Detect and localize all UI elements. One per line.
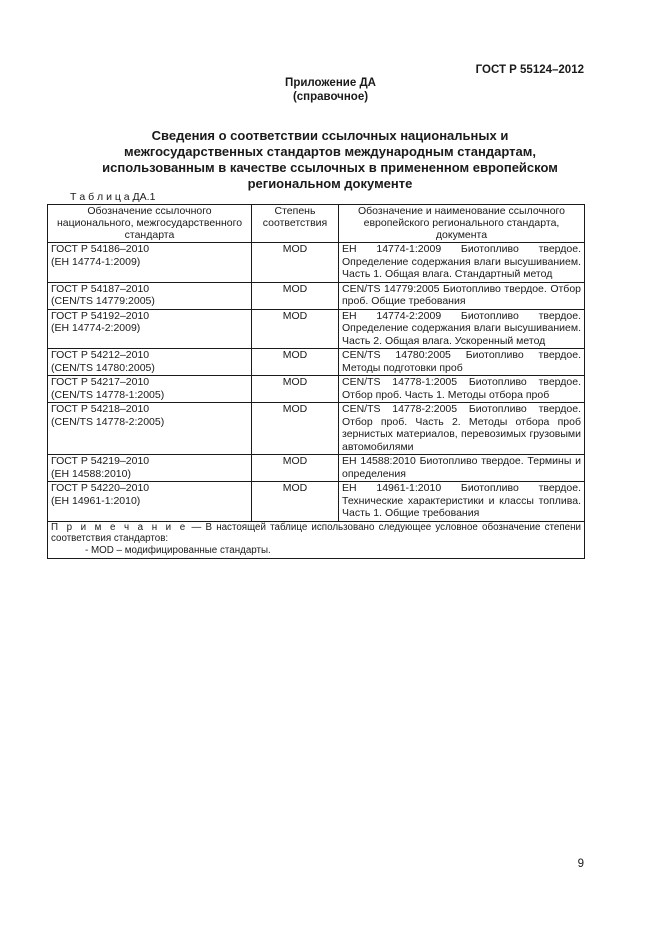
table-row: [48, 403, 585, 455]
table-note-row: [48, 521, 585, 559]
table-row: [48, 376, 585, 403]
standard-designation: ГОСТ Р 54187–2010: [51, 282, 150, 295]
standard-designation: ГОСТ Р 54219–2010: [51, 455, 150, 467]
degree-cell: MOD: [252, 376, 339, 403]
appendix-title: Приложение ДА: [285, 77, 376, 89]
table-row: [48, 349, 585, 376]
title-line: региональном документе: [247, 176, 413, 191]
section-title: [60, 128, 600, 192]
standard-equivalent: (ЕН 14961-1:2010): [51, 494, 141, 507]
standard-designation: ГОСТ Р 54217–2010: [51, 376, 150, 388]
title-line: использованным в качестве ссылочных в примененном европейском: [102, 160, 558, 175]
european-standard-cell: ЕН 14961-1:2010 Биотопливо твердое. Технические характеристики и классы топлива. Часть 1. Общие требования: [339, 482, 585, 522]
national-standard-cell: [48, 403, 252, 455]
table-row: [48, 309, 585, 349]
header-european-standard: Обозначение и наименование ссылочного европейского регионального стандарта, документа: [339, 205, 585, 243]
national-standard-cell: [48, 243, 252, 283]
european-standard-cell: CEN/TS 14779:2005 Биотопливо твердое. Отбор проб. Общие требования: [339, 282, 585, 309]
note-label: П р и м е ч а н и е: [51, 521, 188, 533]
degree-cell: MOD: [252, 282, 339, 309]
appendix-heading: [0, 76, 661, 104]
standard-equivalent: (CEN/TS 14778-1:2005): [51, 388, 165, 401]
degree-cell: MOD: [252, 403, 339, 455]
document-code: ГОСТ Р 55124–2012: [475, 64, 584, 76]
degree-cell: MOD: [252, 243, 339, 283]
table-header-row: [48, 205, 585, 243]
standard-designation: ГОСТ Р 54192–2010: [51, 309, 150, 322]
table-row: [48, 455, 585, 482]
standard-equivalent: (ЕН 14588:2010): [51, 467, 131, 480]
degree-cell: MOD: [252, 309, 339, 349]
national-standard-cell: [48, 282, 252, 309]
european-standard-cell: CEN/TS 14780:2005 Биотопливо твердое. Методы подготовки проб: [339, 349, 585, 376]
table-note: [48, 521, 585, 559]
degree-cell: MOD: [252, 455, 339, 482]
european-standard-cell: ЕН 14774-2:2009 Биотопливо твердое. Определение содержания влаги высушиванием. Часть 2. Общая влага. Ускоренный метод: [339, 309, 585, 349]
european-standard-cell: ЕН 14588:2010 Биотопливо твердое. Термины и определения: [339, 455, 585, 482]
standard-designation: ГОСТ Р 54218–2010: [51, 403, 150, 415]
table-row: [48, 482, 585, 522]
standard-equivalent: (ЕН 14774-1:2009): [51, 255, 141, 268]
standard-equivalent: (CEN/TS 14778-2:2005): [51, 415, 165, 428]
header-degree: Степень соответствия: [252, 205, 339, 243]
national-standard-cell: [48, 482, 252, 522]
european-standard-cell: CEN/TS 14778-2:2005 Биотопливо твердое. Отбор проб. Часть 2. Методы отбора проб зернистых материалов, перевозимых грузовыми автомобилями: [339, 403, 585, 455]
title-line: Сведения о соответствии ссылочных национальных и: [151, 128, 509, 143]
national-standard-cell: [48, 455, 252, 482]
table-caption: Т а б л и ц а ДА.1: [70, 191, 156, 203]
standard-designation: ГОСТ Р 54220–2010: [51, 482, 150, 494]
note-item: - MOD – модифицированные стандарты.: [85, 544, 271, 556]
national-standard-cell: [48, 376, 252, 403]
table-row: [48, 282, 585, 309]
degree-cell: MOD: [252, 482, 339, 522]
table-row: [48, 243, 585, 283]
page-number: 9: [577, 858, 584, 870]
appendix-type: (справочное): [292, 91, 369, 103]
national-standard-cell: [48, 349, 252, 376]
standard-equivalent: (CEN/TS 14780:2005): [51, 361, 155, 374]
european-standard-cell: ЕН 14774-1:2009 Биотопливо твердое. Определение содержания влаги высушиванием. Часть 1. Общая влага. Стандартный метод: [339, 243, 585, 283]
national-standard-cell: [48, 309, 252, 349]
degree-cell: MOD: [252, 349, 339, 376]
standard-designation: ГОСТ Р 54212–2010: [51, 349, 150, 361]
correspondence-table: [47, 204, 585, 559]
header-national-standard: Обозначение ссылочного национального, межгосударственного стандарта: [48, 205, 252, 243]
standard-equivalent: (CEN/TS 14779:2005): [51, 295, 155, 307]
note-text: — В настоящей таблице использовано следующее условное обозначение степени соответствия стандартов:: [51, 521, 581, 544]
title-line: межгосударственных стандартов международным стандартам,: [124, 144, 536, 159]
standard-equivalent: (ЕН 14774-2:2009): [51, 322, 141, 334]
european-standard-cell: CEN/TS 14778-1:2005 Биотопливо твердое. Отбор проб. Часть 1. Методы отбора проб: [339, 376, 585, 403]
standard-designation: ГОСТ Р 54186–2010: [51, 243, 150, 255]
